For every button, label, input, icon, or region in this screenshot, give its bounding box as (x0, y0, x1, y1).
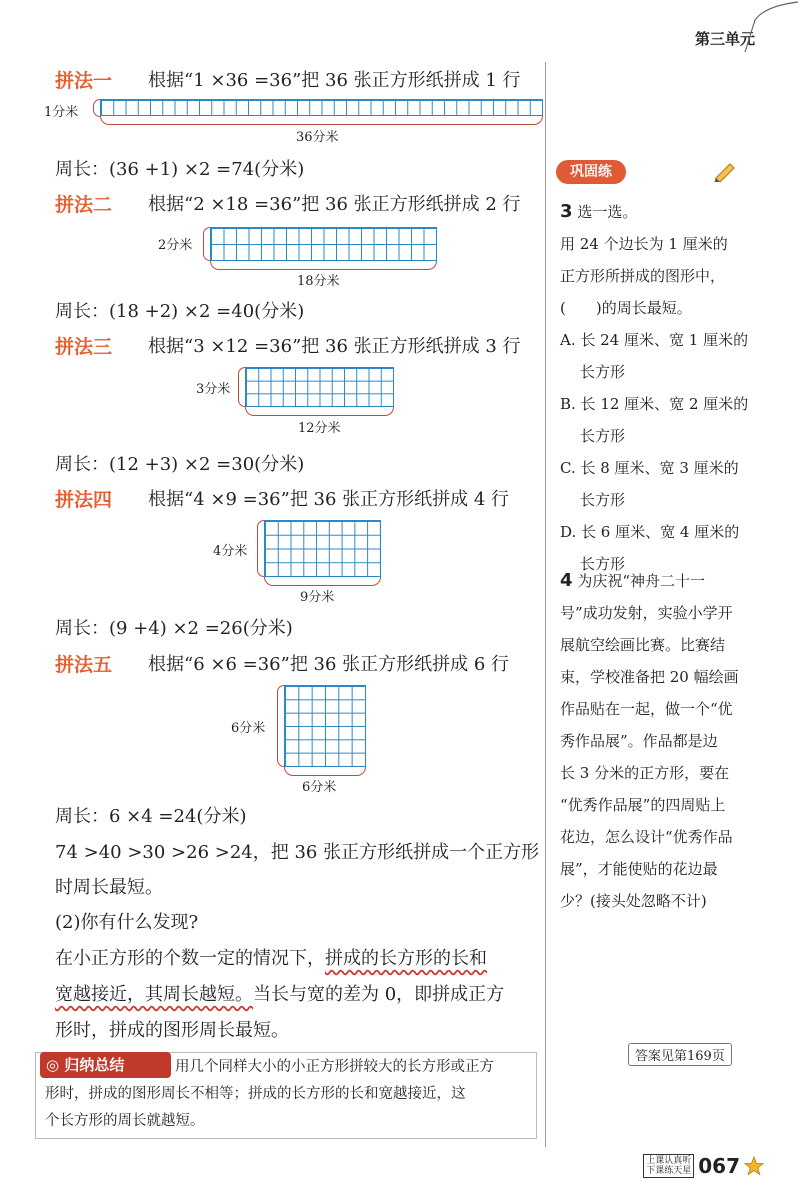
question-2: (2)你有什么发现? (55, 912, 199, 933)
method-4-bottom-label: 9分米 (300, 590, 335, 605)
method-2-bottom-brace (210, 261, 437, 270)
column-divider (545, 62, 546, 1147)
finding-1b: 拼成的长方形的长和 (325, 948, 487, 969)
method-2-grid (210, 227, 437, 261)
q4-line-6: 长 3 分米的正方形，要在 (560, 764, 730, 782)
footer-slogan (643, 1154, 694, 1178)
summary-line-3: 个长方形的周长就越短。 (45, 1113, 205, 1129)
method-4-text: 根据“4 ×9 =36”把 36 张正方形纸拼成 4 行 (148, 489, 510, 510)
q3-line-2: 正方形所拼成的图形中， (560, 267, 726, 285)
q4-line-5: 秀作品展”。作品都是边 (560, 732, 718, 750)
footer-slogan-2: 下课练天星 (646, 1166, 692, 1176)
method-2-perimeter: 周长：(18 +2) ×2 =40(分米) (55, 301, 305, 322)
practice-badge: 巩固练 (556, 160, 626, 184)
q4-line-8: 花边，怎么设计“优秀作品 (560, 828, 733, 846)
q4-number: 4 (560, 570, 573, 591)
method-4-side-brace (257, 520, 264, 577)
method-1-grid (100, 99, 543, 116)
method-3-side-label: 3分米 (196, 382, 231, 397)
method-1-bottom-brace (100, 116, 543, 125)
finding-2b: 当长与宽的差为 0，即拼成正方 (253, 984, 505, 1005)
finding-line-3: 形时，拼成的图形周长最短。 (55, 1020, 289, 1041)
summary-text (45, 1054, 530, 1135)
unit-title: 第三单元 (694, 30, 755, 48)
method-2-title: 拼法二 (55, 194, 113, 216)
summary-line-2: 形时，拼成的图形周长不相等；拼成的长方形的长和宽越接近，这 (45, 1086, 466, 1102)
q3-title: 选一选。 (577, 203, 638, 221)
q4-line-9: 展”，才能使贴的花边最 (560, 860, 718, 878)
finding-line-2 (55, 980, 504, 1006)
q4-line-4: 作品贴在一起，做一个“优 (560, 700, 733, 718)
page-number-badge (643, 1154, 764, 1178)
method-1-bottom-label: 36分米 (296, 130, 339, 145)
q3-number: 3 (560, 201, 573, 222)
method-1-side-label: 1分米 (44, 105, 79, 120)
method-5-perimeter: 周长：6 ×4 =24(分米) (55, 806, 247, 827)
method-2-bottom-label: 18分米 (297, 274, 340, 289)
q4-line-7: “优秀作品展”的四周贴上 (560, 796, 726, 814)
method-3-text: 根据“3 ×12 =36”把 36 张正方形纸拼成 3 行 (148, 336, 521, 357)
finding-1a: 在小正方形的个数一定的情况下， (55, 948, 325, 969)
method-3-side-brace (238, 367, 245, 407)
q3-option-d-cont: 长方形 (580, 555, 626, 573)
method-4-bottom-brace (264, 577, 381, 586)
footer-slogan-1: 上课认真听 (646, 1156, 692, 1166)
method-3-bottom-brace (245, 407, 394, 416)
q3-option-b-cont: 长方形 (580, 427, 626, 445)
q4-line-2: 展航空绘画比赛。比赛结 (560, 636, 726, 654)
page-number: 067 (698, 1154, 740, 1178)
answer-reference: 答案见第169页 (628, 1043, 732, 1066)
summary-badge: ◎ 归纳总结 (40, 1052, 171, 1078)
q4-line-3: 束，学校准备把 20 幅绘画 (560, 668, 739, 686)
q4-line-10: 少？(接头处忽略不计) (560, 892, 707, 910)
finding-2a: 宽越接近，其周长越短。 (55, 984, 253, 1005)
method-1-text: 根据“1 ×36 =36”把 36 张正方形纸拼成 1 行 (148, 70, 521, 91)
star-icon (744, 1156, 764, 1176)
question-3 (560, 196, 785, 580)
method-4-grid (264, 520, 381, 577)
method-2-side-brace (203, 227, 210, 261)
q3-option-a-cont: 长方形 (580, 363, 626, 381)
page-corner-curl (740, 0, 800, 55)
method-5-bottom-brace (284, 767, 366, 776)
summary-badge-label: 归纳总结 (64, 1056, 125, 1074)
method-4-perimeter: 周长：(9 +4) ×2 =26(分米) (55, 618, 293, 639)
pencil-icon (712, 160, 738, 182)
method-3-bottom-label: 12分米 (298, 421, 341, 436)
q3-option-b: B. 长 12 厘米、宽 2 厘米的 (560, 395, 749, 413)
q3-option-c: C. 长 8 厘米、宽 3 厘米的 (560, 459, 739, 477)
q3-option-c-cont: 长方形 (580, 491, 626, 509)
q3-option-a: A. 长 24 厘米、宽 1 厘米的 (560, 331, 749, 349)
method-2-text: 根据“2 ×18 =36”把 36 张正方形纸拼成 2 行 (148, 194, 521, 215)
method-1-side-brace (93, 99, 100, 117)
method-1-perimeter: 周长：(36 +1) ×2 =74(分米) (55, 159, 305, 180)
q3-line-1: 用 24 个边长为 1 厘米的 (560, 235, 728, 253)
method-2-side-label: 2分米 (158, 238, 193, 253)
method-5-grid (284, 685, 366, 767)
method-5-bottom-label: 6分米 (302, 780, 337, 795)
summary-line-1: 用几个同样大小的小正方形拼较大的长方形或正方 (175, 1059, 494, 1075)
conclusion-line-2: 时周长最短。 (55, 877, 163, 898)
method-1-title: 拼法一 (55, 70, 113, 92)
method-4-side-label: 4分米 (213, 544, 248, 559)
conclusion-line-1: 74 >40 >30 >26 >24，把 36 张正方形纸拼成一个正方形 (55, 842, 540, 863)
method-5-text: 根据“6 ×6 =36”把 36 张正方形纸拼成 6 行 (148, 654, 510, 675)
method-5-title: 拼法五 (55, 654, 113, 676)
q3-line-3: ( )的周长最短。 (560, 299, 692, 317)
method-5-side-brace (277, 685, 284, 767)
method-4-title: 拼法四 (55, 489, 113, 511)
method-3-grid (245, 367, 394, 407)
q3-option-d: D. 长 6 厘米、宽 4 厘米的 (560, 523, 740, 541)
q4-line-1: 号”成功发射，实验小学开 (560, 604, 733, 622)
method-3-title: 拼法三 (55, 336, 113, 358)
finding-line-1 (55, 944, 487, 970)
method-3-perimeter: 周长：(12 +3) ×2 =30(分米) (55, 454, 305, 475)
question-4 (560, 565, 785, 917)
method-5-side-label: 6分米 (231, 721, 266, 736)
q4-first-line: 为庆祝“神舟二十一 (577, 572, 705, 590)
